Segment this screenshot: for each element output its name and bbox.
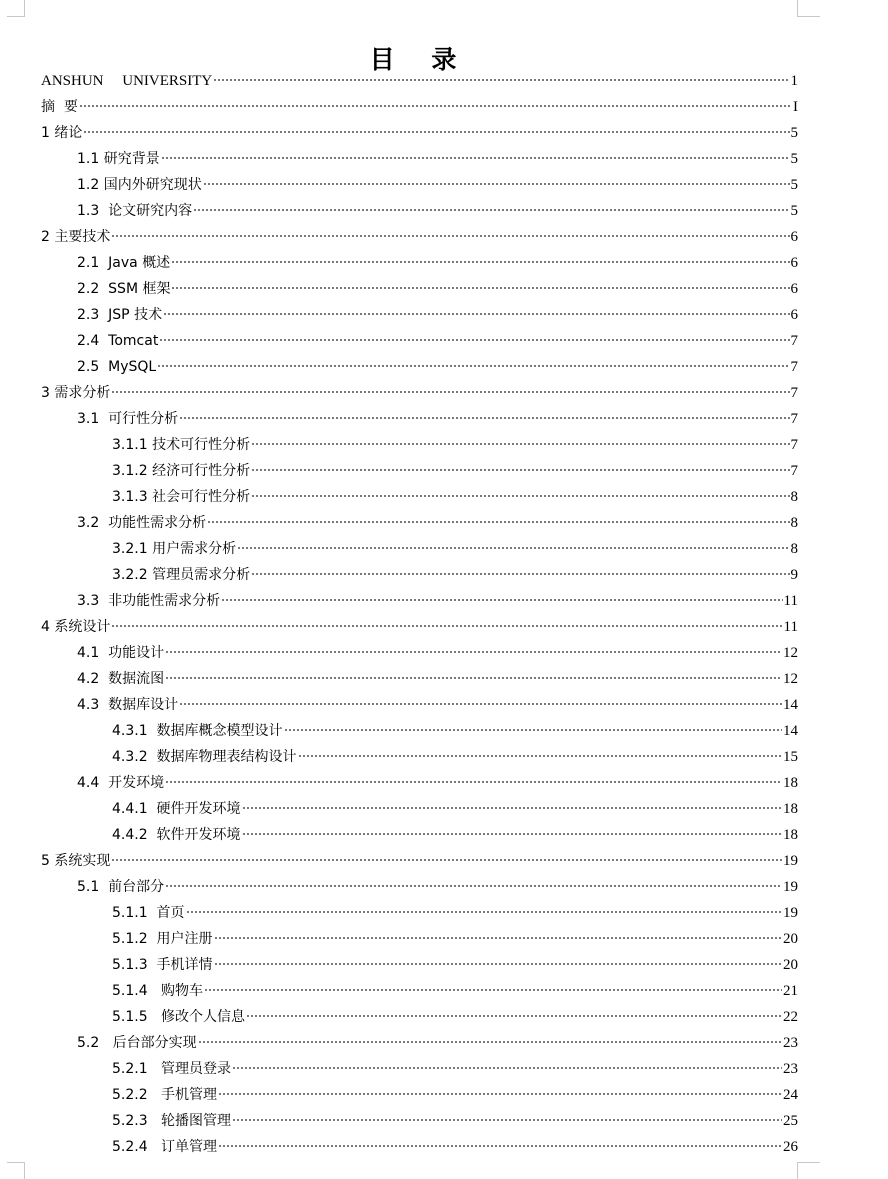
toc-entry[interactable]	[41, 484, 798, 510]
toc-entry[interactable]	[41, 458, 798, 484]
toc-entry[interactable]	[41, 94, 798, 120]
toc-entry[interactable]	[41, 796, 798, 822]
toc-entry-label: 5.1 前台部分	[77, 879, 165, 895]
toc-entry-label: 3.3 非功能性需求分析	[77, 593, 221, 609]
toc-entry-label: 3.1.2 经济可行性分析	[112, 463, 251, 479]
dot-leader	[214, 937, 782, 939]
toc-entry-page-number: 6	[790, 255, 798, 271]
toc-entry-page-number: 7	[790, 437, 798, 453]
dot-leader	[203, 183, 790, 185]
toc-entry-page-number: 19	[783, 879, 798, 895]
dot-leader	[165, 651, 782, 653]
dot-leader	[246, 1015, 782, 1017]
toc-entry-page-number: 1	[790, 73, 798, 89]
toc-entry[interactable]	[41, 952, 798, 978]
toc-entry-page-number: 18	[783, 827, 798, 843]
toc-entry[interactable]	[41, 354, 798, 380]
toc-entry-page-number: 7	[790, 359, 798, 375]
dot-leader	[165, 885, 782, 887]
toc-entry-label: 3.1 可行性分析	[77, 411, 179, 427]
toc-entry-page-number: 23	[783, 1061, 798, 1077]
toc-entry[interactable]	[41, 900, 798, 926]
toc-entry[interactable]	[41, 1082, 798, 1108]
toc-entry-label: 4.2 数据流图	[77, 671, 165, 687]
toc-entry[interactable]	[41, 302, 798, 328]
toc-entry-label: 5.1.2 用户注册	[112, 931, 213, 947]
toc-entry-page-number: 5	[790, 203, 798, 219]
crop-mark-top-left	[7, 0, 25, 17]
toc-entry-label: 3.2 功能性需求分析	[77, 515, 207, 531]
crop-mark-bottom-left	[7, 1162, 25, 1179]
toc-entry[interactable]	[41, 770, 798, 796]
toc-entry-page-number: 22	[783, 1009, 798, 1025]
toc-entry-page-number: 20	[783, 931, 798, 947]
toc-entry-page-number: 23	[783, 1035, 798, 1051]
toc-entry-label: 2.2 SSM 框架	[77, 281, 171, 297]
toc-title: 目 录	[369, 44, 471, 74]
dot-leader	[111, 235, 789, 237]
toc-entry[interactable]	[41, 250, 798, 276]
dot-leader	[179, 417, 789, 419]
toc-entry[interactable]	[41, 224, 798, 250]
toc-entry-page-number: 5	[790, 177, 798, 193]
toc-entry-label: 3.1.3 社会可行性分析	[112, 489, 251, 505]
toc-entry-label: 3 需求分析	[41, 385, 111, 401]
toc-entry[interactable]	[41, 432, 798, 458]
toc-entry[interactable]	[41, 848, 798, 874]
dot-leader	[161, 157, 790, 159]
toc-entry-page-number: 5	[790, 125, 798, 141]
toc-entry-page-number: 26	[783, 1139, 798, 1155]
toc-entry[interactable]	[41, 198, 798, 224]
dot-leader	[79, 105, 792, 107]
dot-leader	[214, 963, 782, 965]
toc-entry-page-number: 19	[783, 905, 798, 921]
toc-entry[interactable]	[41, 640, 798, 666]
toc-entry-page-number: 21	[783, 983, 798, 999]
dot-leader	[83, 131, 789, 133]
toc-entry-label: 5.1.5 修改个人信息	[112, 1009, 245, 1025]
toc-entry-page-number: 19	[783, 853, 798, 869]
toc-entry-label: 5.2.4 订单管理	[112, 1139, 217, 1155]
toc-entry[interactable]	[41, 614, 798, 640]
dot-leader	[111, 859, 782, 861]
dot-leader	[298, 755, 782, 757]
toc-entry-label: 4.4.1 硬件开发环境	[112, 801, 241, 817]
toc-entry[interactable]	[41, 692, 798, 718]
toc-entry-page-number: 20	[783, 957, 798, 973]
dot-leader	[159, 339, 789, 341]
toc-entry[interactable]	[41, 120, 798, 146]
toc-entry-page-number: 7	[790, 333, 798, 349]
dot-leader	[218, 1093, 782, 1095]
dot-leader	[186, 911, 782, 913]
toc-entry-label: 5.2.1 管理员登录	[112, 1061, 231, 1077]
dot-leader	[207, 521, 789, 523]
toc-entry-page-number: 11	[783, 593, 798, 609]
toc-entry-label: 1.3 论文研究内容	[77, 203, 193, 219]
dot-leader	[251, 469, 789, 471]
toc-entry-page-number: 8	[790, 489, 798, 505]
toc-entry[interactable]	[41, 510, 798, 536]
toc-entry[interactable]	[41, 172, 798, 198]
toc-entry-page-number: 18	[783, 801, 798, 817]
dot-leader	[221, 599, 782, 601]
toc-entry[interactable]	[41, 276, 798, 302]
toc-entry-label: 2.3 JSP 技术	[77, 307, 163, 323]
toc-entry[interactable]	[41, 328, 798, 354]
toc-entry-label: 1.1 研究背景	[77, 151, 160, 167]
dot-leader	[232, 1119, 782, 1121]
toc-entry[interactable]	[41, 68, 798, 94]
toc-entry-page-number: 11	[783, 619, 798, 635]
toc-entry-label: 2.1 Java 概述	[77, 255, 171, 271]
toc-entry-page-number: 9	[790, 567, 798, 583]
toc-entry[interactable]	[41, 874, 798, 900]
toc-entry-page-number: 15	[783, 749, 798, 765]
toc-entry-label: 5.2 后台部分实现	[77, 1035, 197, 1051]
toc-entry-label: 4.3 数据库设计	[77, 697, 179, 713]
toc-entry-label: 4.1 功能设计	[77, 645, 165, 661]
toc-entry-page-number: 18	[783, 775, 798, 791]
toc-entry[interactable]	[41, 1134, 798, 1160]
dot-leader	[251, 495, 789, 497]
toc-entry-page-number: 5	[790, 151, 798, 167]
toc-entry-page-number: 12	[783, 671, 798, 687]
crop-mark-top-right	[797, 0, 820, 17]
toc-entry-label: 5.2.2 手机管理	[112, 1087, 217, 1103]
dot-leader	[198, 1041, 782, 1043]
toc-entry-label: ANSHUN UNIVERSITY	[41, 73, 213, 89]
dot-leader	[111, 391, 789, 393]
table-of-contents	[41, 68, 798, 1160]
toc-entry-page-number: 14	[783, 697, 798, 713]
toc-entry[interactable]	[41, 1056, 798, 1082]
toc-entry[interactable]	[41, 588, 798, 614]
dot-leader	[193, 209, 789, 211]
crop-mark-bottom-right	[797, 1162, 820, 1179]
toc-entry-label: 4.3.1 数据库概念模型设计	[112, 723, 283, 739]
toc-entry[interactable]	[41, 1030, 798, 1056]
toc-entry-label: 5 系统实现	[41, 853, 111, 869]
toc-entry-label: 5.1.3 手机详情	[112, 957, 213, 973]
dot-leader	[111, 625, 782, 627]
toc-entry-label: 3.2.1 用户需求分析	[112, 541, 237, 557]
toc-entry-page-number: I	[793, 99, 798, 115]
toc-entry-page-number: 12	[783, 645, 798, 661]
toc-entry-page-number: 7	[790, 463, 798, 479]
dot-leader	[242, 833, 782, 835]
toc-entry[interactable]	[41, 406, 798, 432]
dot-leader	[213, 79, 789, 81]
toc-entry-label: 1 绪论	[41, 125, 83, 141]
toc-entry[interactable]	[41, 718, 798, 744]
dot-leader	[284, 729, 782, 731]
toc-entry-page-number: 6	[790, 229, 798, 245]
dot-leader	[157, 365, 789, 367]
dot-leader	[165, 781, 782, 783]
toc-entry[interactable]	[41, 146, 798, 172]
dot-leader	[232, 1067, 782, 1069]
toc-entry[interactable]	[41, 822, 798, 848]
toc-entry[interactable]	[41, 666, 798, 692]
toc-entry-page-number: 6	[790, 281, 798, 297]
toc-entry-page-number: 25	[783, 1113, 798, 1129]
dot-leader	[242, 807, 782, 809]
toc-entry-label: 1.2 国内外研究现状	[77, 177, 202, 193]
toc-entry-page-number: 8	[790, 515, 798, 531]
toc-entry-label: 4.4.2 软件开发环境	[112, 827, 241, 843]
dot-leader	[179, 703, 782, 705]
dot-leader	[171, 287, 789, 289]
toc-entry-label: 3.2.2 管理员需求分析	[112, 567, 251, 583]
toc-entry-label: 摘 要	[41, 99, 78, 115]
toc-entry-label: 4 系统设计	[41, 619, 111, 635]
toc-entry-page-number: 7	[790, 385, 798, 401]
toc-entry[interactable]	[41, 978, 798, 1004]
toc-entry-label: 3.1.1 技术可行性分析	[112, 437, 251, 453]
toc-entry[interactable]	[41, 380, 798, 406]
toc-entry[interactable]	[41, 1004, 798, 1030]
dot-leader	[251, 443, 789, 445]
toc-entry[interactable]	[41, 562, 798, 588]
dot-leader	[163, 313, 789, 315]
toc-entry-page-number: 14	[783, 723, 798, 739]
toc-entry[interactable]	[41, 926, 798, 952]
toc-entry-page-number: 6	[790, 307, 798, 323]
dot-leader	[171, 261, 789, 263]
toc-entry-label: 4.4 开发环境	[77, 775, 165, 791]
toc-entry-label: 2.4 Tomcat	[77, 333, 159, 349]
toc-entry-label: 5.1.4 购物车	[112, 983, 203, 999]
toc-entry[interactable]	[41, 1108, 798, 1134]
toc-entry-label: 2.5 MySQL	[77, 359, 157, 375]
toc-entry[interactable]	[41, 536, 798, 562]
toc-entry-page-number: 24	[783, 1087, 798, 1103]
toc-entry-label: 5.1.1 首页	[112, 905, 185, 921]
toc-entry-label: 2 主要技术	[41, 229, 111, 245]
toc-entry[interactable]	[41, 744, 798, 770]
dot-leader	[218, 1145, 782, 1147]
dot-leader	[251, 573, 789, 575]
toc-entry-page-number: 8	[790, 541, 798, 557]
toc-entry-label: 4.3.2 数据库物理表结构设计	[112, 749, 297, 765]
dot-leader	[204, 989, 782, 991]
toc-entry-label: 5.2.3 轮播图管理	[112, 1113, 231, 1129]
dot-leader	[237, 547, 789, 549]
dot-leader	[165, 677, 782, 679]
toc-entry-page-number: 7	[790, 411, 798, 427]
